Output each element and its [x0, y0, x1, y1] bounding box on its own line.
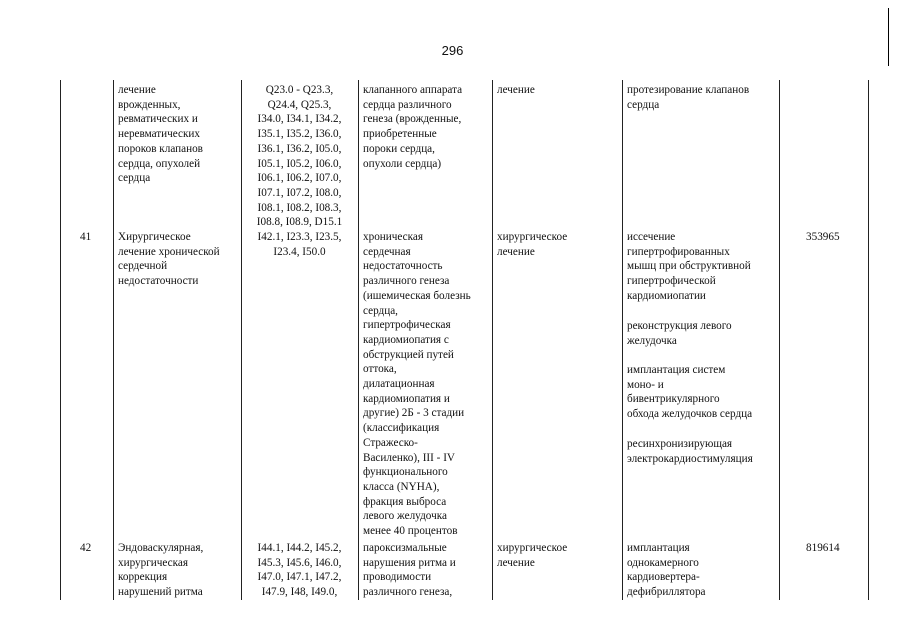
table-border-6: [779, 80, 780, 600]
cell-model: клапанного аппарата сердца различного генеза (врожденные, приобретенные пороки сердца, опухоли сердца): [363, 84, 463, 170]
cell-model: хроническая сердечная недостаточность различного генеза (ишемическая болезнь сердца, гипертрофическая кардиомиопатия с обструкцией путей оттока, дилатационная кардиомиопатия и другие) 2Б - 3 стадии (классификация Стражеско- Василенко), III - IV функционального класса (NYHA), фракция выброса левого желудочка менее 40 процентов: [363, 231, 471, 538]
cell-method: ресинхронизирующая электрокардиостимуляция: [627, 438, 753, 465]
cell-num: 41: [80, 231, 92, 243]
cell-method: иссечение гипертрофированных мышц при обструктивной гипертрофической кардиомиопатии: [627, 231, 751, 302]
cell-treatment: хирургическое лечение: [497, 542, 568, 569]
cell-codes: Q23.0 - Q23.3, Q24.4, Q25.3, I34.0, I34.1, I34.2, I35.1, I35.2, I36.0, I36.1, I36.2, I05.0, I05.1, I05.2, I06.0, I06.1, I06.2, I07.0, I07.1, I07.2, I08.0, I08.1, I08.2, I08.3, I08.8, I08.9, D15.1: [256, 84, 343, 229]
table-border-4: [492, 80, 493, 600]
cell-cost: 819614: [806, 542, 840, 554]
cell-method: протезирование клапанов сердца: [627, 84, 750, 111]
cell-name: Эндоваскулярная, хирургическая коррекция нарушений ритма: [118, 542, 204, 599]
cell-method: имплантация однокамерного кардиовертера- дефибриллятора: [627, 542, 706, 599]
table-border-3: [358, 80, 359, 600]
cell-name: Хирургическое лечение хронической сердечной недостаточности: [118, 231, 220, 288]
cell-treatment: хирургическое лечение: [497, 231, 568, 258]
cell-cost: 353965: [806, 231, 840, 243]
table-border-1: [113, 80, 114, 600]
cell-num: 42: [80, 542, 92, 554]
cell-name: лечение врожденных, ревматических и неревматических пороков клапанов сердца, опухолей сердца: [118, 84, 203, 185]
cell-method: имплантация систем моно- и бивентрикулярного обхода желудочков сердца: [627, 364, 753, 421]
cell-codes: I42.1, I23.3, I23.5, I23.4, I50.0: [257, 231, 342, 258]
cell-codes: I44.1, I44.2, I45.2, I45.3, I45.6, I46.0, I47.0, I47.1, I47.2, I47.9, I48, I49.0,: [257, 542, 342, 599]
table-border-2: [241, 80, 242, 600]
page-edge-line: [888, 8, 889, 66]
table-border-right: [868, 80, 869, 600]
cell-model: пароксизмальные нарушения ритма и проводимости различного генеза,: [363, 542, 456, 599]
table-border-5: [622, 80, 623, 600]
page-number: 296: [441, 43, 464, 58]
cell-treatment: лечение: [497, 84, 535, 96]
cell-method: реконструкция левого желудочка: [627, 320, 732, 347]
table-border-left: [60, 80, 61, 600]
